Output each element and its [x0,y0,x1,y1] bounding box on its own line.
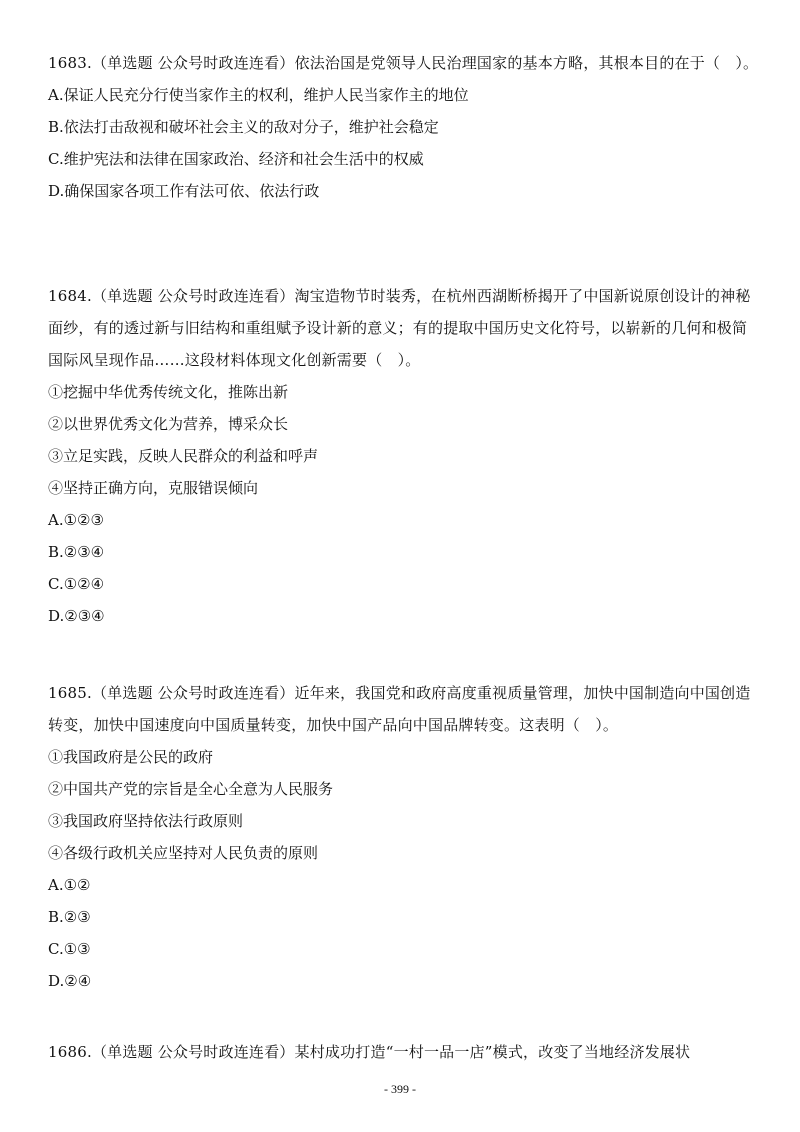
statement-4: ④坚持正确方向，克服错误倾向 [48,479,259,497]
statement-2: ②以世界优秀文化为营养，博采众长 [48,415,289,433]
statement-1: ①我国政府是公民的政府 [48,748,214,766]
question-1684 [48,280,760,632]
page-number: - 399 - [384,1082,416,1096]
option-b: B.②③④ [48,543,105,561]
statement-4: ④各级行政机关应坚持对人民负责的原则 [48,844,319,862]
option-c: C.维护宪法和法律在国家政治、经济和社会生活中的权威 [48,150,424,168]
option-b: B.依法打击敌视和破坏社会主义的敌对分子，维护社会稳定 [48,118,439,136]
statement-1: ①挖掘中华优秀传统文化，推陈出新 [48,383,289,401]
option-b: B.②③ [48,908,91,926]
statement-3: ③立足实践，反映人民群众的利益和呼声 [48,447,319,465]
option-d: D.②③④ [48,607,105,625]
question-stem: 1683.（单选题 公众号时政连连看）依法治国是党领导人民治理国家的基本方略，其根本目的在于（ ）。 [48,54,759,72]
option-a: A.①② [48,876,91,894]
statement-3: ③我国政府坚持依法行政原则 [48,812,244,830]
question-stem: 1685.（单选题 公众号时政连连看）近年来，我国党和政府高度重视质量管理，加快中国制造向中国创造转变，加快中国速度向中国质量转变，加快中国产品向中国品牌转变。这表明（ ）。 [48,684,751,734]
question-1686 [48,1036,760,1068]
option-a: A.保证人民充分行使当家作主的权利，维护人民当家作主的地位 [48,86,469,104]
option-c: C.①②④ [48,575,105,593]
question-1685 [48,677,760,997]
question-1683 [48,47,760,207]
option-a: A.①②③ [48,511,104,529]
option-c: C.①③ [48,940,91,958]
option-d: D.确保国家各项工作有法可依、依法行政 [48,182,320,200]
option-d: D.②④ [48,972,92,990]
question-stem: 1684.（单选题 公众号时政连连看）淘宝造物节时装秀，在杭州西湖断桥揭开了中国新说原创设计的神秘面纱，有的透过新与旧结构和重组赋予设计新的意义；有的提取中国历史文化符号，以崭新的几何和极简国际风呈现作品……这段材料体现文化创新需要（ ）。 [48,287,751,369]
question-stem: 1686.（单选题 公众号时政连连看）某村成功打造“一村一品一店”模式，改变了当地经济发展状 [48,1043,691,1061]
statement-2: ②中国共产党的宗旨是全心全意为人民服务 [48,780,334,798]
